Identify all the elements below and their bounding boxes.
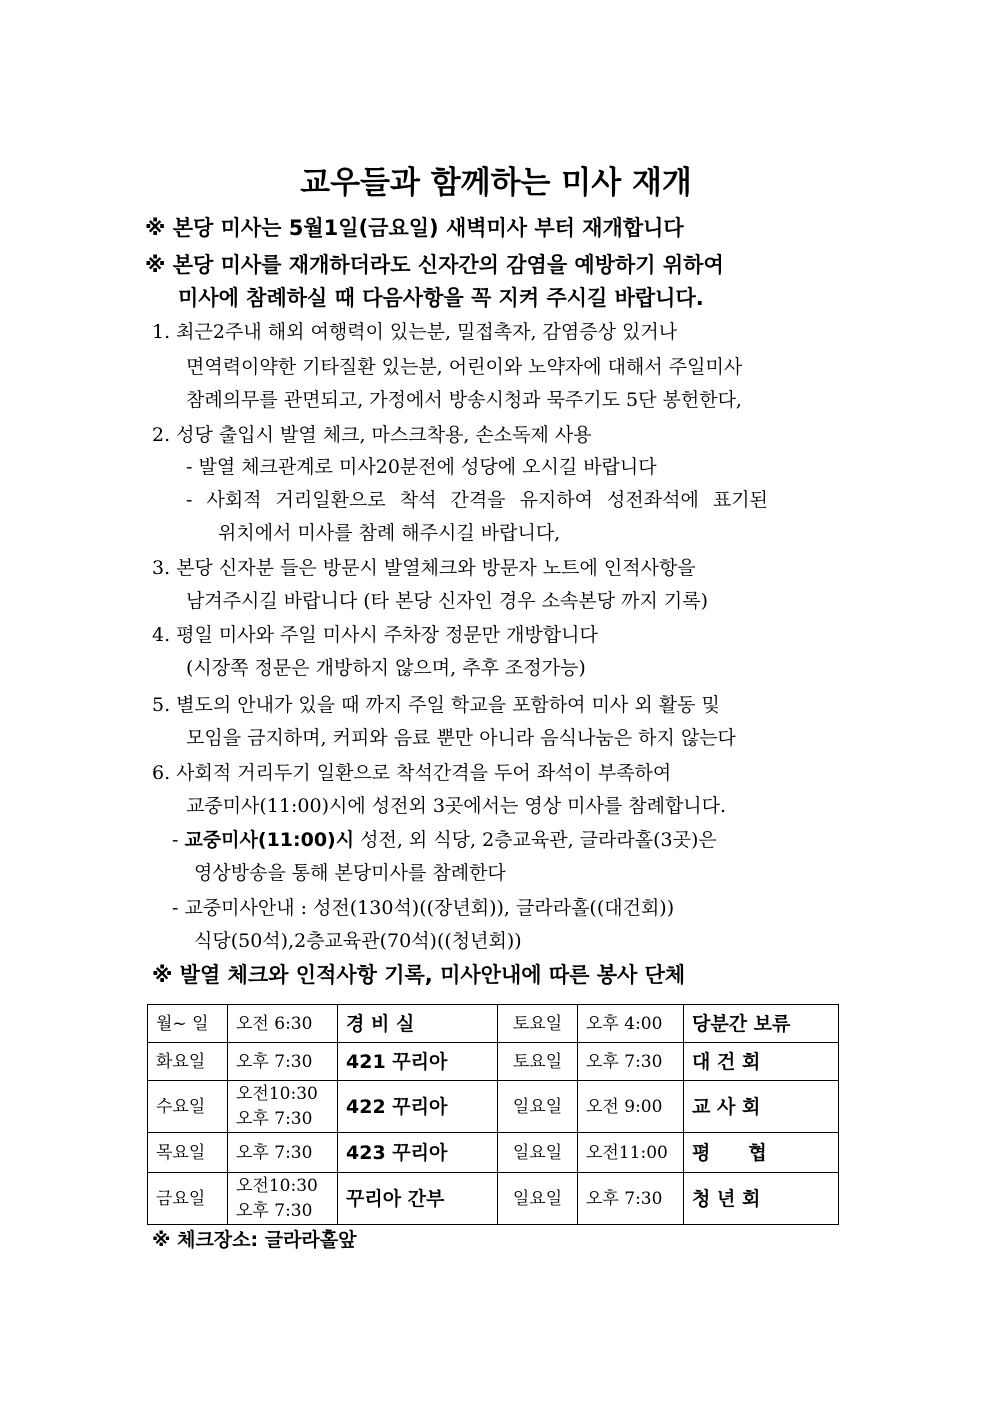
cell-day-right: 일요일 — [498, 1081, 578, 1133]
cell-group-right: 청 년 회 — [684, 1173, 839, 1225]
time-value: 오후 7:30 — [236, 1142, 313, 1163]
item-1: 1. 최근2주내 해외 여행력이 있는분, 밀접촉자, 감염증상 있거나 — [152, 321, 678, 343]
cell-group-right: 교 사 회 — [684, 1081, 839, 1133]
item-2-sub: - 사회적 거리일환으로 착석 간격을 유지하여 성전좌석에 표기된 — [186, 489, 768, 511]
item-4: 4. 평일 미사와 주일 미사시 주차장 정문만 개방합니다 — [152, 624, 598, 646]
cell-day-left: 금요일 — [148, 1173, 228, 1225]
cell-group-right: 당분간 보류 — [684, 1005, 839, 1043]
cell-day-right: 토요일 — [498, 1005, 578, 1043]
cell-day-right: 토요일 — [498, 1043, 578, 1081]
volunteer-schedule-table — [147, 1004, 839, 1225]
cell-day-left: 화요일 — [148, 1043, 228, 1081]
time-value: 오전10:30 — [236, 1083, 318, 1104]
cell-group-right: 대 건 회 — [684, 1043, 839, 1081]
cell-time-right: 오전 9:00 — [578, 1081, 684, 1133]
cell-group-left: 꾸리아 간부 — [338, 1173, 498, 1225]
item-6-sub-a: - 교중미사(11:00)시 성전, 외 식당, 2층교육관, 글라라홀(3곳)은 — [172, 829, 717, 851]
time-value: 오전10:30 — [236, 1175, 318, 1196]
time-value: 오후 7:30 — [236, 1051, 313, 1072]
item-6-sub-b: - 교중미사안내 : 성전(130석)((장년회)), 글라라홀((대건회)) — [172, 897, 675, 919]
item-4-cont: (시장쪽 정문은 개방하지 않으며, 추후 조정가능) — [186, 657, 586, 679]
notice-prevention-cont: 미사에 참례하실 때 다음사항을 꼭 지켜 주시길 바랍니다. — [178, 286, 704, 310]
time-value: 오전 6:30 — [236, 1013, 313, 1034]
item-2-sub: - 발열 체크관계로 미사20분전에 성당에 오시길 바랍니다 — [186, 456, 657, 478]
table-row — [148, 1173, 839, 1225]
cell-day-left: 목요일 — [148, 1133, 228, 1173]
item-6-sub-b-cont: 식당(50석),2층교육관(70석)((청년회)) — [194, 930, 522, 952]
cell-day-right: 일요일 — [498, 1173, 578, 1225]
cell-day-left: 수요일 — [148, 1081, 228, 1133]
cell-group-right: 평 협 — [684, 1133, 839, 1173]
cell-time-left — [228, 1005, 338, 1043]
table-row — [148, 1081, 839, 1133]
page-title: 교우들과 함께하는 미사 재개 — [300, 165, 692, 201]
cell-group-left: 422 꾸리아 — [338, 1081, 498, 1133]
cell-time-right: 오후 7:30 — [578, 1043, 684, 1081]
item-3-cont: 남겨주시길 바랍니다 (타 본당 신자인 경우 소속본당 까지 기록) — [186, 590, 708, 612]
table-heading: ※ 발열 체크와 인적사항 기록, 미사안내에 따른 봉사 단체 — [152, 963, 686, 987]
cell-time-right: 오전11:00 — [578, 1133, 684, 1173]
item-5: 5. 별도의 안내가 있을 때 까지 주일 학교을 포함하여 미사 외 활동 및 — [152, 694, 720, 716]
item-1-cont: 면역력이약한 기타질환 있는분, 어린이와 노약자에 대해서 주일미사 — [186, 356, 743, 378]
item-3: 3. 본당 신자분 들은 방문시 발열체크와 방문자 노트에 인적사항을 — [152, 557, 696, 579]
item-6-sub-a-cont: 영상방송을 통해 본당미사를 참례한다 — [194, 862, 506, 884]
cell-day-left: 월~ 일 — [148, 1005, 228, 1043]
cell-time-left — [228, 1173, 338, 1225]
item-2-sub-cont: 위치에서 미사를 참례 해주시길 바랍니다, — [218, 522, 561, 544]
item-6-cont: 교중미사(11:00)시에 성전외 3곳에서는 영상 미사를 참례합니다. — [186, 795, 727, 817]
table-row — [148, 1005, 839, 1043]
cell-group-left: 421 꾸리아 — [338, 1043, 498, 1081]
check-location: ※ 체크장소: 글라라홀앞 — [152, 1229, 357, 1251]
notice-prevention: ※ 본당 미사를 재개하더라도 신자간의 감염을 예방하기 위하여 — [145, 253, 724, 277]
cell-time-left — [228, 1133, 338, 1173]
item-6: 6. 사회적 거리두기 일환으로 착석간격을 두어 좌석이 부족하여 — [152, 762, 672, 784]
notice-restart: ※ 본당 미사는 5월1일(금요일) 새벽미사 부터 재개합니다 — [145, 216, 684, 240]
item-5-cont: 모임을 금지하며, 커피와 음료 뿐만 아니라 음식나눔은 하지 않는다 — [186, 727, 736, 749]
cell-group-left: 423 꾸리아 — [338, 1133, 498, 1173]
item-2: 2. 성당 출입시 발열 체크, 마스크착용, 손소독제 사용 — [152, 424, 592, 446]
cell-time-left — [228, 1081, 338, 1133]
cell-time-left — [228, 1043, 338, 1081]
table-row — [148, 1133, 839, 1173]
item-1-cont: 참례의무를 관면되고, 가정에서 방송시청과 묵주기도 5단 봉헌한다, — [186, 389, 742, 411]
cell-group-left: 경 비 실 — [338, 1005, 498, 1043]
bold-mass-time: 교중미사(11:00)시 — [184, 829, 355, 851]
time-value: 오후 7:30 — [236, 1200, 313, 1221]
cell-time-right: 오후 7:30 — [578, 1173, 684, 1225]
cell-day-right: 일요일 — [498, 1133, 578, 1173]
time-value: 오후 7:30 — [236, 1108, 313, 1129]
cell-time-right: 오후 4:00 — [578, 1005, 684, 1043]
table-row — [148, 1043, 839, 1081]
